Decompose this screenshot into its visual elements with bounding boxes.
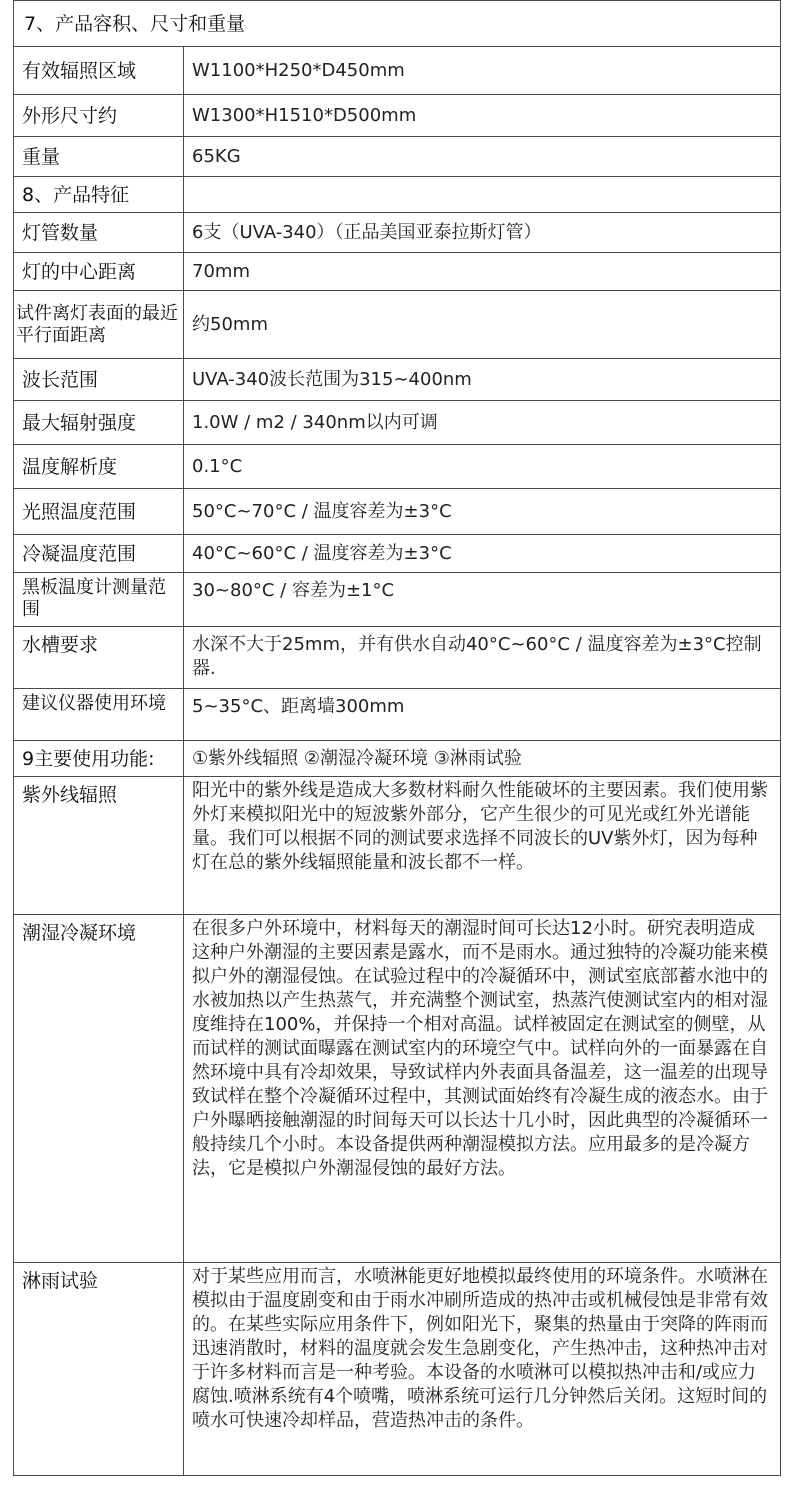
spec-value: UVA-340波长范围为315~400nm [192, 368, 472, 390]
spec-label: 试件离灯表面的最近平行面距离 [14, 291, 184, 358]
spec-label: 重量 [14, 137, 184, 176]
function-row-uv [13, 776, 781, 914]
section-8-title: 8、产品特征 [14, 177, 184, 212]
spec-label: 光照温度范围 [14, 489, 184, 534]
function-row-condensation [13, 914, 781, 1262]
spec-value: W1300*H1510*D500mm [192, 104, 417, 126]
spec-row-black-panel [13, 572, 781, 626]
spec-value: 70mm [192, 260, 250, 282]
spec-row-temp-resolution [13, 444, 781, 488]
spec-value: 水深不大于25mm，并有供水自动40°C~60°C / 温度容差为±3°C控制器. [192, 634, 762, 679]
spec-value-empty [184, 177, 780, 212]
spec-value: 约50mm [192, 313, 268, 335]
spec-row-wavelength [13, 358, 781, 400]
spec-row-weight [13, 136, 781, 176]
section-8-header [13, 176, 781, 212]
spec-row-dimensions [13, 94, 781, 136]
spec-row-lamp-count [13, 212, 781, 252]
spec-value: 5~35°C、距离墙300mm [192, 696, 405, 717]
spec-value: 1.0W / m2 / 340nm以内可调 [192, 411, 438, 433]
spec-value: W1100*H250*D450mm [192, 59, 405, 81]
spec-label: 冷凝温度范围 [14, 535, 184, 572]
spec-label: 温度解析度 [14, 445, 184, 488]
section-7-header [13, 0, 781, 46]
spec-label: 建议仪器使用环境 [14, 689, 184, 740]
spec-row-lamp-distance [13, 252, 781, 290]
spec-value: 30~80°C / 容差为±1°C [192, 580, 395, 601]
spec-label: 最大辐射强度 [14, 401, 184, 444]
section-7-title: 7、产品容积、尺寸和重量 [24, 12, 246, 35]
spec-label: 水槽要求 [14, 627, 184, 688]
function-description: 阳光中的紫外线是造成大多数材料耐久性能破坏的主要因素。我们使用紫外灯来模拟阳光中的短波紫外部分，它产生很少的可见光或红外光谱能量。我们可以根据不同的测试要求选择不同波长的UV紫外灯，因为每种灯在总的紫外线辐照能量和波长都不一样。 [192, 780, 768, 873]
spec-label: 波长范围 [14, 359, 184, 400]
section-9-title: 9主要使用功能: [14, 741, 184, 776]
spec-row-water-tank [13, 626, 781, 688]
function-description: 在很多户外环境中，材料每天的潮湿时间可长达12小时。研究表明造成这种户外潮湿的主要因素是露水，而不是雨水。通过独特的冷凝功能来模拟户外的潮湿侵蚀。在试验过程中的冷凝循环中，测试室底部蓄水池中的水被加热以产生热蒸气，并充满整个测试室，热蒸汽使测试室内的相对湿度维持在100%，并保持一个相对高温。试样被固定在测试室的侧壁，从而试样的测试面曝露在测试室内的环境空气中。试样向外的一面暴露在自然环境中具有冷却效果，导致试样内外表面具备温差，这一温差的出现导致试样在整个冷凝循环过程中，其测试面始终有冷凝生成的液态水。由于户外曝晒接触潮湿的时间每天可以长达十几小时，因此典型的冷凝循环一般持续几个小时。本设备提供两种潮湿模拟方法。应用最多的是冷凝方法，它是模拟户外潮湿侵蚀的最好方法。 [192, 918, 768, 1179]
spec-row-environment [13, 688, 781, 740]
section-9-header [13, 740, 781, 776]
spec-row-max-irradiance [13, 400, 781, 444]
spec-value: 50°C~70°C / 温度容差为±3°C [192, 500, 452, 522]
spec-row-light-temp [13, 488, 781, 534]
spec-row-effective-area [13, 46, 781, 94]
function-label: 紫外线辐照 [14, 777, 184, 914]
spec-label: 外形尺寸约 [14, 95, 184, 136]
spec-row-condense-temp [13, 534, 781, 572]
spec-label: 灯管数量 [14, 213, 184, 252]
function-row-rain [13, 1262, 781, 1476]
spec-label: 黑板温度计测量范围 [14, 573, 184, 626]
section-9-functions: ①紫外线辐照 ②潮湿冷凝环境 ③淋雨试验 [192, 747, 522, 769]
spec-value: 6支（UVA-340）（正品美国亚泰拉斯灯管） [192, 221, 542, 243]
spec-label: 有效辐照区域 [14, 47, 184, 94]
function-label: 潮湿冷凝环境 [14, 915, 184, 1262]
spec-value: 65KG [192, 145, 241, 167]
spec-value: 0.1°C [192, 455, 243, 477]
spec-label: 灯的中心距离 [14, 253, 184, 290]
spec-row-specimen-distance [13, 290, 781, 358]
spec-value: 40°C~60°C / 温度容差为±3°C [192, 542, 452, 564]
function-label: 淋雨试验 [14, 1263, 184, 1475]
function-description: 对于某些应用而言，水喷淋能更好地模拟最终使用的环境条件。水喷淋在模拟由于温度剧变和由于雨水冲刷所造成的热冲击或机械侵蚀是非常有效的。在某些实际应用条件下，例如阳光下，聚集的热量由于突降的阵雨而迅速消散时，材料的温度就会发生急剧变化，产生热冲击，这种热冲击对于许多材料而言是一种考验。本设备的水喷淋可以模拟热冲击和/或应力腐蚀.喷淋系统有4个喷嘴，喷淋系统可运行几分钟然后关闭。这短时间的喷水可快速冷却样品，营造热冲击的条件。 [192, 1266, 768, 1431]
